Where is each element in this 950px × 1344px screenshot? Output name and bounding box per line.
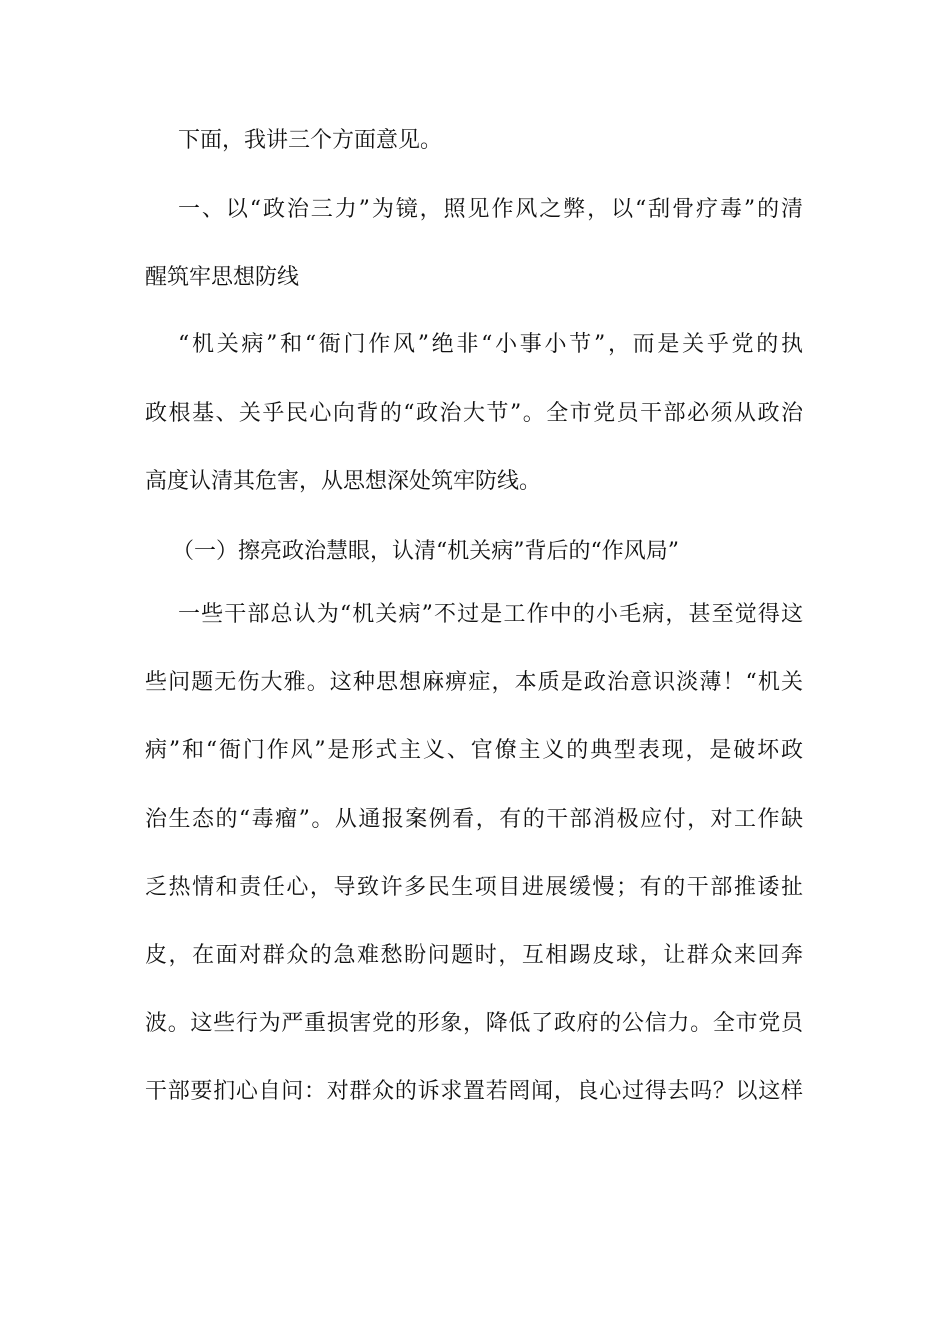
paragraph-line: 波。这些行为严重损害党的形象，降低了政府的公信力。全市党员 xyxy=(145,1011,803,1036)
paragraph-line: 高度认清其危害，从思想深处筑牢防线。 xyxy=(145,469,542,494)
paragraph-line: 政根基、关乎民心向背的“政治大节”。全市党员干部必须从政治 xyxy=(145,401,803,426)
paragraph-line: 些问题无伤大雅。这种思想麻痹症，本质是政治意识淡薄！“机关 xyxy=(145,670,803,695)
section-heading-1-line: 醒筑牢思想防线 xyxy=(145,265,300,290)
subsection-heading: （一）擦亮政治慧眼，认清“机关病”背后的“作风局” xyxy=(172,539,679,564)
paragraph-line: 皮，在面对群众的急难愁盼问题时，互相踢皮球，让群众来回奔 xyxy=(145,943,803,968)
paragraph-intro: 下面，我讲三个方面意见。 xyxy=(178,128,443,153)
paragraph-line: “机关病”和“衙门作风”绝非“小事小节”，而是关乎党的执 xyxy=(178,332,803,357)
paragraph-line: 一些干部总认为“机关病”不过是工作中的小毛病，甚至觉得这 xyxy=(178,602,803,627)
paragraph-line: 干部要扪心自问：对群众的诉求置若罔闻，良心过得去吗？以这样 xyxy=(145,1079,803,1104)
section-heading-1-line: 一、以“政治三力”为镜，照见作风之弊，以“刮骨疗毒”的清 xyxy=(178,197,803,222)
paragraph-line: 病”和“衙门作风”是形式主义、官僚主义的典型表现，是破坏政 xyxy=(145,738,803,763)
paragraph-line: 乏热情和责任心，导致许多民生项目进展缓慢；有的干部推诿扯 xyxy=(145,875,803,900)
paragraph-line: 治生态的“毒瘤”。从通报案例看，有的干部消极应付，对工作缺 xyxy=(145,807,803,832)
